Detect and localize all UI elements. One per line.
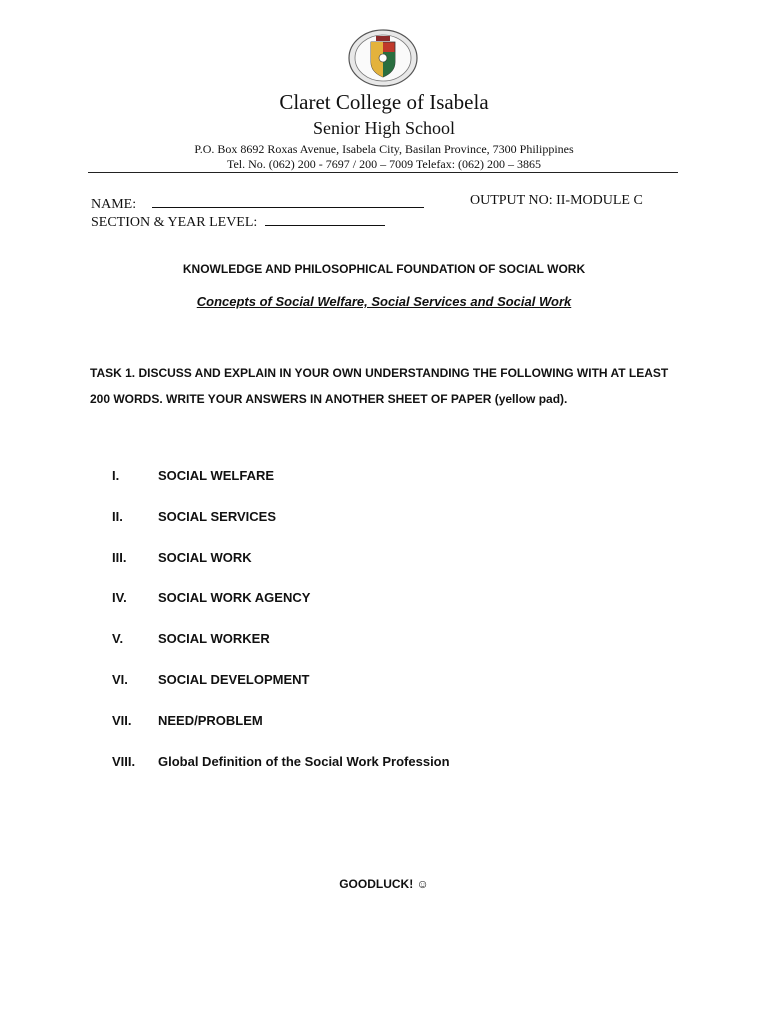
topic-number: II.	[112, 509, 123, 524]
topic-label: Global Definition of the Social Work Profession	[158, 754, 450, 769]
topic-item	[112, 713, 672, 733]
name-blank-line[interactable]	[152, 193, 424, 208]
school-subtitle: Senior High School	[313, 118, 455, 138]
topic-number: VI.	[112, 672, 128, 687]
topic-label: SOCIAL SERVICES	[158, 509, 276, 524]
topic-number: V.	[112, 631, 124, 646]
closing-message: GOODLUCK! ☺	[339, 877, 429, 891]
school-seal-logo	[347, 28, 419, 88]
section-field	[91, 211, 385, 231]
topic-item	[112, 468, 672, 488]
topic-label: NEED/PROBLEM	[158, 713, 263, 728]
topic-number: I.	[112, 468, 120, 483]
topic-label: SOCIAL WELFARE	[158, 468, 275, 483]
topic-item	[112, 590, 672, 610]
topic-label: SOCIAL WORK AGENCY	[158, 590, 311, 605]
topic-number: III.	[112, 550, 127, 565]
document-subtitle: Concepts of Social Welfare, Social Services and Social Work	[196, 294, 572, 309]
name-field	[91, 193, 424, 213]
section-label: SECTION & YEAR LEVEL:	[91, 215, 258, 230]
output-number: OUTPUT NO: II-MODULE C	[470, 193, 643, 208]
school-name: Claret College of Isabela	[279, 90, 489, 114]
document-title: KNOWLEDGE AND PHILOSOPHICAL FOUNDATION OF SOCIAL WORK	[182, 262, 586, 276]
name-label: NAME:	[91, 197, 137, 212]
topic-number: VII.	[112, 713, 132, 728]
topic-item	[112, 754, 672, 774]
school-address: P.O. Box 8692 Roxas Avenue, Isabela City, Basilan Province, 7300 Philippines	[194, 142, 574, 156]
topic-number: IV.	[112, 590, 127, 605]
school-contact: Tel. No. (062) 200 - 7697 / 200 – 7009 Telefax: (062) 200 – 3865	[226, 157, 542, 171]
task-instructions: TASK 1. DISCUSS AND EXPLAIN IN YOUR OWN UNDERSTANDING THE FOLLOWING WITH AT LEAST 200 WORDS. WRITE YOUR ANSWERS IN ANOTHER SHEET OF PAPER (yellow pad).	[90, 366, 669, 406]
topic-label: SOCIAL WORKER	[158, 631, 270, 646]
topic-item	[112, 672, 672, 692]
header-divider	[88, 172, 678, 173]
topic-item	[112, 631, 672, 651]
section-blank-line[interactable]	[265, 211, 385, 226]
topic-item	[112, 509, 672, 529]
topic-item	[112, 550, 672, 570]
topic-label: SOCIAL DEVELOPMENT	[158, 672, 310, 687]
topic-number: VIII.	[112, 754, 136, 769]
topic-label: SOCIAL WORK	[158, 550, 252, 565]
